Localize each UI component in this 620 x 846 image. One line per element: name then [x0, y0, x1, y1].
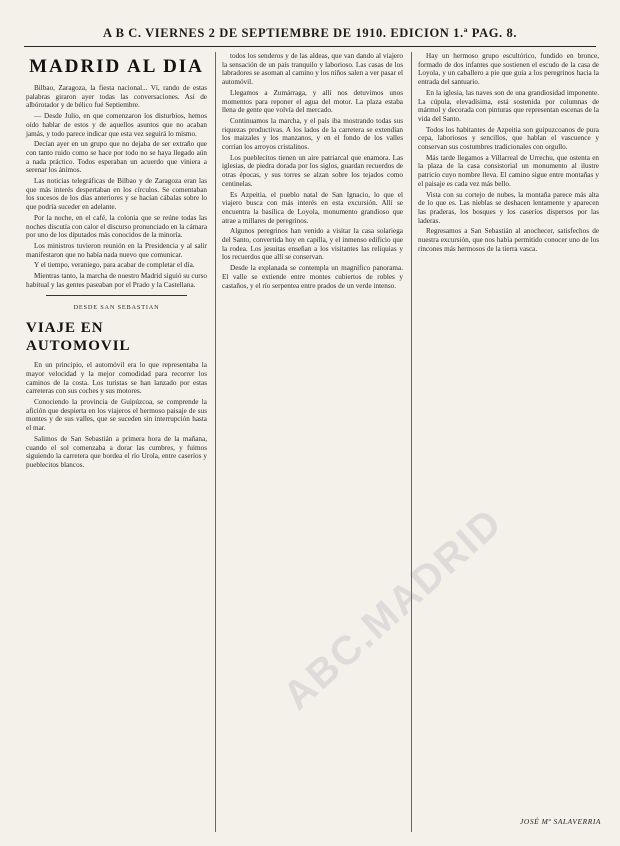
header-rule — [24, 46, 596, 47]
paragraph: En la iglesia, las naves son de una grandiosidad imponente. La cúpula, elevadísima, está sostenida por columnas de mármol y decorada con pinturas que representan escenas de la vida del Santo. — [418, 88, 599, 123]
paragraph: Bilbao, Zaragoza, la fiesta nacional... Ví, rando de estas palabras giraron ayer todas las conversaciones. Así de albórotador y de bélico fué Septiembre. — [26, 84, 207, 110]
paragraph: Mientras tanto, la marcha de nuestro Madrid siguió su curso habitual y las gentes paseaban por el Prado y la Castellana. — [26, 272, 207, 289]
paragraph: Vista con su cortejo de nubes, la montaña parece más alta de lo que es. Las nieblas se deshacen lentamente y aparecen las praderas, los bosques y los caseríos dispersos por las laderas. — [418, 190, 599, 225]
column-1 — [26, 52, 207, 832]
paragraph: Más tarde llegamos a Villarreal de Urrechu, que ostenta en la plaza de la casa consistorial un monumento al ilustre patricio cuyo nombre lleva. El camino sigue entre montañas y el paisaje es cada vez más bello. — [418, 153, 599, 188]
paragraph: Algunos peregrinos han venido a visitar la casa solariega del Santo, convertida hoy en capilla, y el inmenso edificio que la rodea. Los jesuitas enseñan a los visitantes las reliquias y los recuerdos que allí se conservan. — [222, 227, 403, 262]
paragraph: En un principio, el automóvil era lo que representaba la mayor velocidad y la mejor comodidad para recorrer los caminos de la costa. Los turistas se han lanzado por estas carreteras con sus coches y sus motores. — [26, 361, 207, 396]
paragraph: Regresamos a San Sebastián al anochecer, satisfechos de nuestra excursión, que nos había permitido conocer uno de los rincones más hermosos de la tierra vasca. — [418, 227, 599, 253]
paragraph: Desde la explanada se contempla un magnífico panorama. El valle se extiende entre montes cubiertos de robles y castaños, y el río serpentea entre prados de un verde intenso. — [222, 264, 403, 290]
section-label: DESDE SAN SEBASTIAN — [73, 304, 160, 312]
viaje-en-automovil-title: VIAJE EN AUTOMOVIL — [26, 320, 131, 355]
madrid-al-dia-title: MADRID AL DIA — [29, 56, 204, 77]
section-separator — [46, 295, 187, 296]
paragraph: Salimos de San Sebastián a primera hora de la mañana, cuando el sol comenzaba a dorar las cumbres, y fuimos siguiendo la carretera que bordea el río Urola, entre caseríos y pueblecitos blancos. — [26, 434, 207, 469]
author-signature: JOSÉ Mª SALAVERRIA — [520, 817, 602, 826]
paragraph: Continuamos la marcha, y el país iba mostrando todas sus riquezas productivas. A los lados de la carretera se extendían los maizales y los manzanos, y en el fondo de los valles corrían los arroyos cristalinos. — [222, 116, 403, 152]
paragraph: Y el tiempo, veraniego, para acabar de completar el día. — [34, 261, 195, 270]
paragraph: Los pueblecitos tienen un aire patriarcal que enamora. Las iglesias, de piedra dorada por los siglos, guardan recuerdos de otras épocas, y sus torres se alzan sobre los tejados como centinelas. — [222, 153, 403, 188]
paragraph: Todos los habitantes de Azpeitia son guipuzcoanos de pura cepa, laboriosos y sencillos, que hablan el vascuence y conservan sus costumbres tradicionales con orgullo. — [418, 125, 599, 152]
paragraph: todos los senderos y de las aldeas, que van dando al viajero la sensación de un país tranquilo y laborioso. Las casas de los labradores se asoman al camino y los niños salen a ver pasar el automóvil. — [222, 52, 403, 87]
paragraph: Las noticias telegráficas de Bilbao y de Zaragoza eran las que más interés despertaban en los círculos. Se comentaban los sucesos de los días anteriores y se hacían cábalas sobre lo que podría suceder en adelante. — [26, 177, 207, 212]
paragraph: Decían ayer en un grupo que no dejaba de ser extraño que con tanto ruido como se hace por todo no se haya llegado aún a nada práctico. Todos esperaban un acuerdo que viniera a serenar los ánimos. — [26, 140, 207, 175]
paragraph: Llegamos a Zumárraga, y allí nos detuvimos unos momentos para reponer el agua del motor. La plaza estaba llena de gente que volvía del mercado. — [222, 88, 403, 115]
paragraph: Por la noche, en el café, la colonia que se reúne todas las noches discutía con calor el discurso pronunciado en la cámara por uno de los diputados más conocidos de la minoría. — [26, 213, 208, 240]
watermark-logo: ABC.MADRID — [274, 499, 511, 719]
paragraph: — Desde Julio, en que comenzaron los disturbios, hemos oído hablar de estos y de aquellos asuntos que no acaban jamás, y todo parece indicar que esta vez seguirá lo mismo. — [26, 112, 207, 138]
column-divider-1 — [215, 52, 216, 832]
paragraph: Hay un hermoso grupo escultórico, fundido en bronce, formado de dos infantes que sostienen el escudo de la casa de Loyola, y un caballero a pie que guía a los peregrinos hacia la entrada del santuario. — [418, 52, 599, 87]
watermark-area — [274, 499, 620, 840]
paragraph: Es Azpeitia, el pueblo natal de San Ignacio, lo que el viajero busca con más interés en esta excursión. Allí se encuentra la basílica de Loyola, monumento grandioso que atrae a millares de peregrinos. — [222, 190, 403, 225]
paragraph: Los ministros tuvieron reunión en la Presidencia y al salir manifestaron que no había nada nuevo que comunicar. — [26, 241, 207, 259]
page-header: A B C. VIERNES 2 DE SEPTIEMBRE DE 1910. EDICION 1.ª PAG. 8. — [102, 26, 518, 40]
paragraph: Conociendo la provincia de Guipúzcoa, se comprende la afición que despierta en los viajeros el hermoso paisaje de sus montes y de sus valles, que se suceden sin interrupción hasta el mar. — [26, 397, 207, 433]
